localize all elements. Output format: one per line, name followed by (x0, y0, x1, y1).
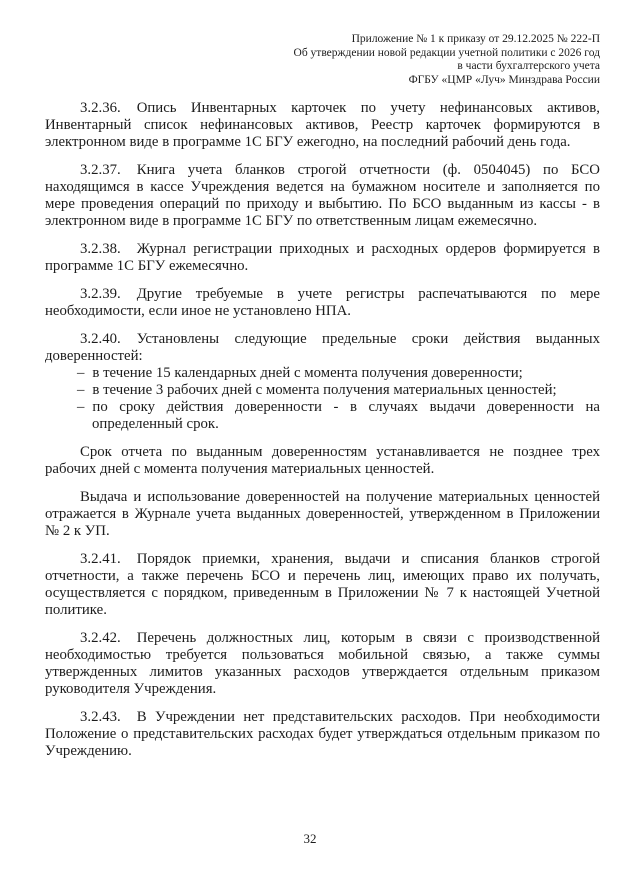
paragraph-number: 3.2.40. (80, 331, 121, 347)
list-item (77, 382, 600, 399)
paragraph-text: Перечень должностных лиц, которым в связи с производственной необходимостью требуется пользоваться мобильной связью, а также суммы утвержденных лимитов указанных расходов утверждается отдельным приказом руководителя Учреждения. (45, 630, 600, 697)
paragraph-text: Другие требуемые в учете регистры распечатываются по мере необходимости, если иное не установлено НПА. (45, 286, 600, 319)
list-item-text: по сроку действия доверенности - в случаях выдачи доверенности на определенный срок. (92, 399, 600, 432)
list-item-text: в течение 15 календарных дней с момента получения доверенности; (92, 365, 523, 381)
paragraph-journal-note (45, 489, 600, 540)
paragraph-text: Опись Инвентарных карточек по учету нефинансовых активов, Инвентарный список нефинансовых активов, Реестр карточек формируются в электронном виде в программе 1С БГУ ежегодно, на последний рабочий день года. (45, 100, 600, 150)
dash-list (45, 365, 600, 433)
paragraph-number: 3.2.42. (80, 630, 121, 646)
paragraph-text: Выдача и использование доверенностей на получение материальных ценностей отражается в Журнале учета выданных доверенностей, утвержденном в Приложении № 2 к УП. (45, 489, 600, 539)
paragraph-3-2-41 (45, 551, 600, 619)
paragraph-3-2-43 (45, 709, 600, 760)
paragraph-3-2-42 (45, 630, 600, 698)
header-line: Приложение № 1 к приказу от 29.12.2025 № 222-П (351, 33, 600, 45)
paragraph-number: 3.2.37. (80, 162, 121, 178)
page-number: 32 (303, 831, 317, 846)
header-line: Об утверждении новой редакции учетной политики с 2026 год (293, 46, 600, 59)
paragraph-3-2-37 (45, 162, 600, 230)
list-item (77, 399, 600, 433)
paragraph-text: Срок отчета по выданным доверенностям устанавливается не позднее трех рабочих дней с момента получения материальных ценностей. (45, 444, 600, 477)
paragraph-text: В Учреждении нет представительских расходов. При необходимости Положение о представительских расходах будет утверждаться отдельным приказом по Учреждению. (45, 709, 600, 759)
paragraph-deadline-note (45, 444, 600, 478)
paragraph-3-2-40 (45, 331, 600, 365)
paragraph-text: Установлены следующие предельные сроки действия выданных доверенностей: (45, 331, 600, 364)
paragraph-3-2-39 (45, 286, 600, 320)
document-header (45, 33, 600, 87)
list-item (77, 365, 600, 382)
paragraph-number: 3.2.39. (80, 286, 121, 302)
paragraph-3-2-36 (45, 100, 600, 151)
paragraph-3-2-38 (45, 241, 600, 275)
header-line: ФГБУ «ЦМР «Луч» Минздрава России (408, 73, 600, 86)
paragraph-text: Книга учета бланков строгой отчетности (ф. 0504045) по БСО находящимся в кассе Учреждения ведется на бумажном носителе и заполняется по мере проведения операций по приходу и выбытию. По БСО выданным из кассы - в электронном виде в программе 1С БГУ по ответственным лицам ежемесячно. (45, 162, 600, 229)
paragraph-text: Журнал регистрации приходных и расходных ордеров формируется в программе 1С БГУ ежемесячно. (45, 241, 600, 274)
list-item-text: в течение 3 рабочих дней с момента получения материальных ценностей; (92, 382, 557, 398)
paragraph-number: 3.2.36. (80, 100, 121, 116)
dash-bullet: – (77, 382, 85, 398)
paragraph-number: 3.2.41. (80, 551, 121, 567)
header-line: в части бухгалтерского учета (457, 60, 600, 72)
dash-bullet: – (77, 399, 85, 415)
paragraph-text: Порядок приемки, хранения, выдачи и списания бланков строгой отчетности, а также перечень БСО и перечень лиц, имеющих право их получать, осуществляется с порядком, приведенным в Приложении № 7 к настоящей Учетной политике. (45, 551, 600, 618)
paragraph-number: 3.2.43. (80, 709, 121, 725)
dash-bullet: – (77, 365, 85, 381)
document-body (45, 100, 600, 760)
paragraph-number: 3.2.38. (80, 241, 121, 257)
